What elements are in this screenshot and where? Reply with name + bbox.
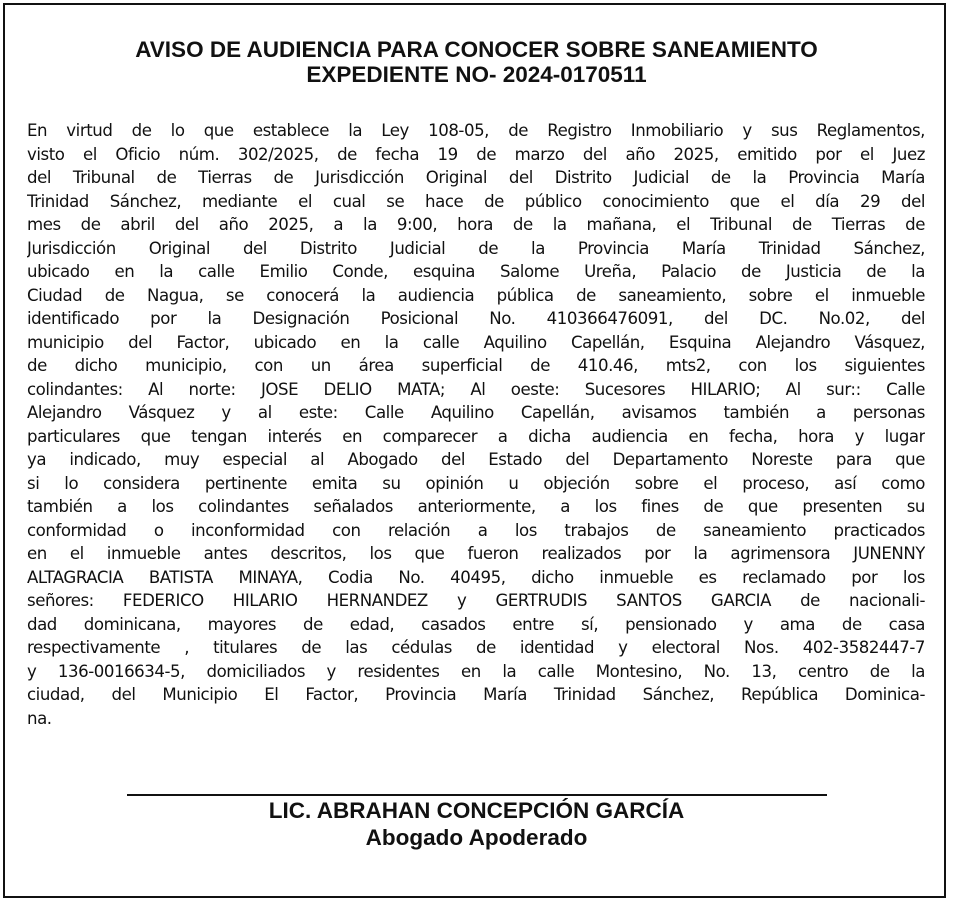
body-line: ya indicado, muy especial al Abogado del Estado del Departamento Noreste para que — [27, 450, 925, 469]
body-line: en el inmueble antes descritos, los que fueron realizados por la agrimensora JUNENNY — [27, 544, 925, 563]
body-line: conformidad o inconformidad con relación a los trabajos de saneamiento practicados — [27, 520, 925, 540]
body-line: respectivamente , titulares de las cédulas de identidad y electoral Nos. 402-3582447-7 — [27, 638, 925, 657]
body-line: de dicho municipio, con un área superficial de 410.46, mts2, con los siguientes — [27, 356, 925, 375]
body-line: na. — [27, 708, 52, 728]
body-line: ciudad, del Municipio El Factor, Provincia María Trinidad Sánchez, República Dominica- — [27, 685, 925, 704]
body-line: si lo considera pertinente emita su opinión u objeción sobre el proceso, así como — [27, 473, 925, 493]
body-line: Trinidad Sánchez, mediante el cual se hace de público conocimiento que el día 29 del — [27, 191, 925, 211]
notice-title-line-1: AVISO DE AUDIENCIA PARA CONOCER SOBRE SANEAMIENTO — [135, 37, 818, 62]
body-line: colindantes: Al norte: JOSE DELIO MATA; Al oeste: Sucesores HILARIO; Al sur:: Calle — [27, 379, 925, 399]
body-line: Jurisdicción Original del Distrito Judicial de la Provincia María Trinidad Sánchez, — [27, 238, 925, 258]
signer-role: Abogado Apoderado — [365, 825, 588, 850]
body-line: mes de abril del año 2025, a la 9:00, hora de la mañana, el Tribunal de Tierras de — [27, 215, 925, 234]
notice-frame — [3, 3, 946, 898]
body-line: En virtud de lo que establece la Ley 108-05, de Registro Inmobiliario y sus Reglamentos, — [27, 121, 925, 140]
body-line: y 136-0016634-5, domiciliados y residentes en la calle Montesino, No. 13, centro de la — [27, 661, 925, 681]
signer-block — [5, 797, 948, 851]
signature-line — [127, 794, 827, 796]
body-line: ALTAGRACIA BATISTA MINAYA, Codia No. 40495, dicho inmueble es reclamado por los — [27, 567, 925, 587]
body-line: ubicado en la calle Emilio Conde, esquina Salome Ureña, Palacio de Justicia de la — [27, 262, 925, 281]
body-line: visto el Oficio núm. 302/2025, de fecha 19 de marzo del año 2025, emitido por el Juez — [27, 144, 925, 164]
signer-name: LIC. ABRAHAN CONCEPCIÓN GARCÍA — [268, 798, 685, 823]
body-line: municipio del Factor, ubicado en la calle Aquilino Capellán, Esquina Alejandro Vásquez, — [27, 332, 925, 352]
body-line: identificado por la Designación Posicional No. 410366476091, del DC. No.02, del — [27, 309, 925, 328]
body-line: particulares que tengan interés en comparecer a dicha audiencia en fecha, hora y lugar — [27, 426, 925, 446]
body-line: señores: FEDERICO HILARIO HERNANDEZ y GERTRUDIS SANTOS GARCIA de nacionali- — [27, 591, 925, 610]
body-line: Alejandro Vásquez y al este: Calle Aquilino Capellán, avisamos también a personas — [27, 403, 925, 422]
notice-title — [5, 37, 948, 87]
body-line: Ciudad de Nagua, se conocerá la audiencia pública de saneamiento, sobre el inmueble — [27, 285, 925, 305]
notice-title-line-2: EXPEDIENTE NO- 2024-0170511 — [306, 62, 647, 87]
body-line: del Tribunal de Tierras de Jurisdicción Original del Distrito Judicial de la Provincia María — [27, 168, 925, 187]
body-line: también a los colindantes señalados anteriormente, a los fines de que presenten su — [27, 497, 925, 516]
body-line: dad dominicana, mayores de edad, casados entre sí, pensionado y ama de casa — [27, 614, 925, 634]
notice-body — [27, 119, 925, 730]
